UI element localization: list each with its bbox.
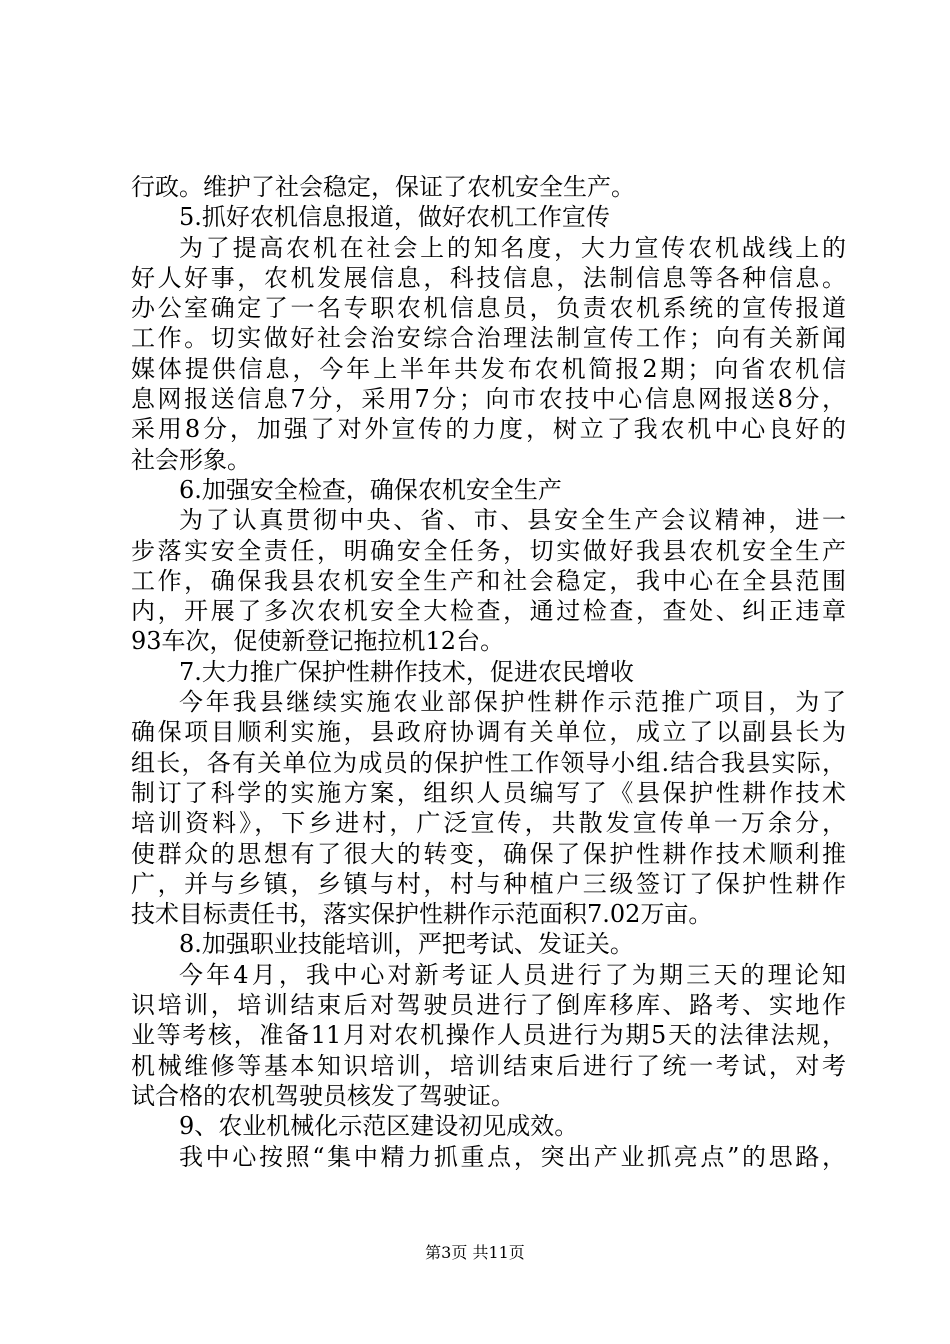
text-line: 使群众的思想有了很大的转变，确保了保护性耕作技术顺利推	[131, 839, 846, 868]
text-line: 步落实安全责任，明确安全任务，切实做好我县农机安全生产	[131, 536, 846, 565]
text-line: 确保项目顺利实施，县政府协调有关单位，成立了以副县长为	[131, 718, 846, 747]
text-line: 培训资料》，下乡进村，广泛宣传，共散发宣传单一万余分，	[131, 809, 846, 838]
text-line: 息网报送信息7分，采用7分；向市农技中心信息网报送8分，	[131, 385, 846, 414]
text-line: 社会形象。	[131, 445, 251, 474]
text-line: 5.抓好农机信息报道，做好农机工作宣传	[179, 203, 610, 232]
text-line: 今年我县继续实施农业部保护性耕作示范推广项目，为了	[179, 688, 846, 717]
text-line: 内，开展了多次农机安全大检查，通过检查，查处、纠正违章	[131, 597, 846, 626]
text-line: 为了认真贯彻中央、省、市、县安全生产会议精神，进一	[179, 506, 846, 535]
text-line: 今年4月，我中心对新考证人员进行了为期三天的理论知	[179, 960, 846, 989]
text-line: 办公室确定了一名专职农机信息员，负责农机系统的宣传报道	[131, 294, 846, 323]
text-line: 试合格的农机驾驶员核发了驾驶证。	[131, 1081, 515, 1110]
text-line: 行政。维护了社会稳定，保证了农机安全生产。	[131, 173, 635, 201]
page-footer: 第3页 共11页	[425, 1243, 525, 1262]
text-line: 组长，各有关单位为成员的保护性工作领导小组.结合我县实际，	[131, 748, 846, 777]
text-line: 为了提高农机在社会上的知名度，大力宣传农机战线上的	[179, 233, 846, 262]
text-line: 我中心按照“集中精力抓重点，突出产业抓亮点”的思路，	[179, 1142, 846, 1171]
text-line: 机械维修等基本知识培训，培训结束后进行了统一考试，对考	[131, 1051, 846, 1080]
text-line: 8.加强职业技能培训，严把考试、发证关。	[179, 930, 634, 959]
text-line: 业等考核，准备11月对农机操作人员进行为期5天的法律法规，	[131, 1021, 846, 1050]
document-body	[131, 172, 846, 1172]
text-line: 工作。切实做好社会治安综合治理法制宣传工作；向有关新闻	[131, 324, 846, 353]
text-line: 好人好事，农机发展信息，科技信息，法制信息等各种信息。	[131, 263, 846, 292]
text-line: 9、农业机械化示范区建设初见成效。	[179, 1112, 579, 1141]
text-line: 6.加强安全检查，确保农机安全生产	[179, 475, 562, 504]
text-line: 技术目标责任书，落实保护性耕作示范面积7.02万亩。	[131, 900, 713, 929]
text-line: 采用8分，加强了对外宣传的力度，树立了我农机中心良好的	[131, 415, 846, 444]
text-line: 93车次，促使新登记拖拉机12台。	[131, 627, 505, 656]
text-line: 工作，确保我县农机安全生产和社会稳定，我中心在全县范围	[131, 566, 846, 595]
text-line: 媒体提供信息，今年上半年共发布农机简报2期；向省农机信	[131, 354, 846, 383]
text-line: 广，并与乡镇，乡镇与村，村与种植户三级签订了保护性耕作	[131, 869, 846, 898]
text-line: 制订了科学的实施方案，组织人员编写了《县保护性耕作技术	[131, 778, 846, 807]
text-line: 7.大力推广保护性耕作技术，促进农民增收	[179, 657, 634, 686]
text-line: 识培训，培训结束后对驾驶员进行了倒库移库、路考、实地作	[131, 991, 846, 1020]
